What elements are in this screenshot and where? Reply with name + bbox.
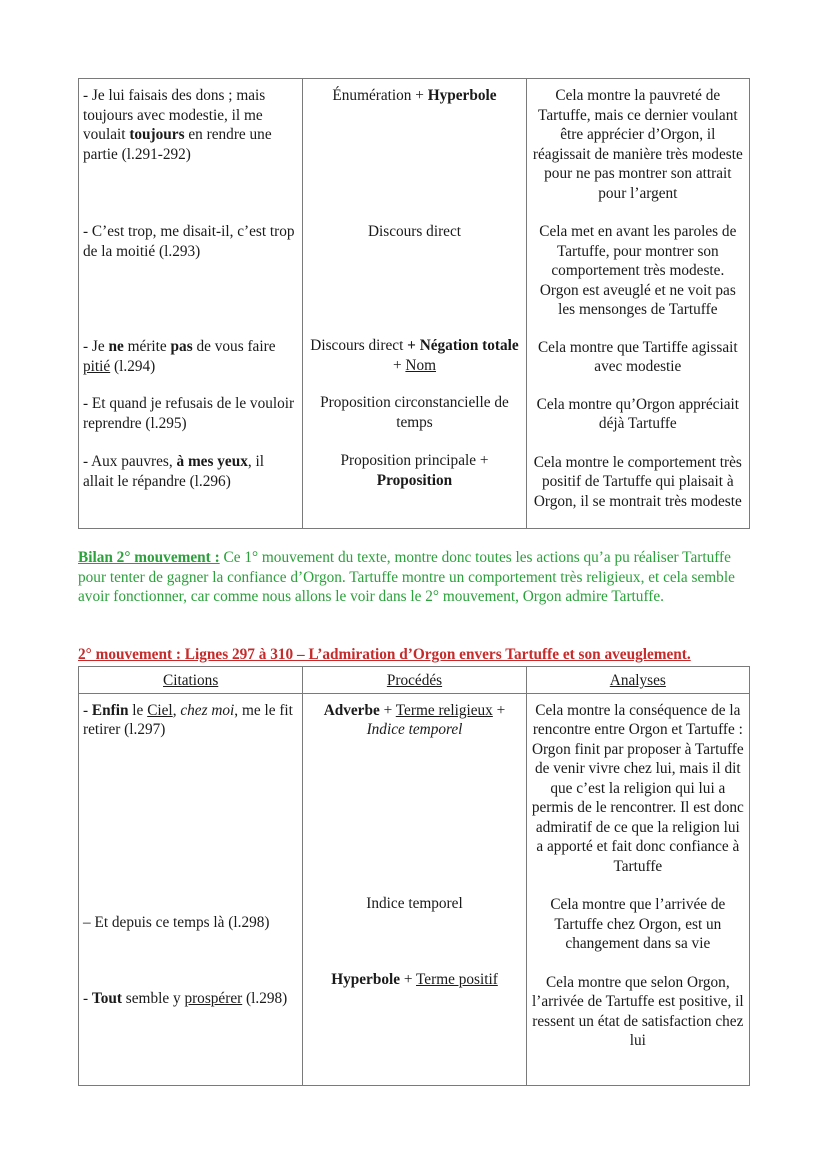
analyse-text: Cela montre que l’arrivée de Tartuffe chez Orgon, est un changement dans sa vie [550,896,726,952]
procede-text: Discours direct + Négation totale + Nom [310,337,519,374]
section-heading: 2° mouvement : Lignes 297 à 310 – L’admiration d’Orgon envers Tartuffe et son aveuglement. [78,646,691,663]
procede-text: Proposition principale + Proposition [340,452,489,489]
citation-text: - Je ne mérite pas de vous faire pitié (l.294) [83,338,276,375]
citation-text: - Je lui faisais des dons ; mais toujours avec modestie, il me voulait toujours en rendre une partie (l.291-292) [83,87,272,163]
citation-text: - Tout semble y prospérer (l.298) [83,990,288,1007]
citation-text: – Et depuis ce temps là (l.298) [83,913,270,931]
column-header: Analyses [526,667,749,694]
table-row [79,79,750,529]
procede-text: Indice temporel [366,894,463,912]
analysis-table-1 [78,78,750,529]
bilan-paragraph [78,548,750,607]
procede-text: Adverbe + Terme religieux + Indice temporel [323,701,506,738]
column-header: Citations [79,667,303,694]
analyse-text: Cela montre la pauvreté de Tartuffe, mais ce dernier voulant être apprécier d’Orgon, il réagissait de manière très modeste pour ne pas montrer son attrait pour l’argent [532,87,743,202]
citations-cell [79,693,303,1085]
citations-cell [79,79,303,529]
analyse-text: Cela montre que Tartiffe agissait avec modestie [537,338,738,375]
column-header: Procédés [303,667,526,694]
bilan-label: Bilan 2° mouvement : [78,549,220,566]
citation-text: - C’est trop, me disait-il, c’est trop de la moitié (l.293) [83,223,295,260]
citation-text: - Enfin le Ciel, chez moi, me le fit retirer (l.297) [83,701,293,738]
bilan-text: Ce 1° mouvement du texte, montre donc toutes les actions qu’a pu réaliser Tartuffe pour tenter de gagner la confiance d’Orgon. Tartuffe montre un comportement très religieux, et cela semble avoir fonctionner, car comme nous allons le voir dans le 2° mouvement, Orgon admire Tartuffe. [78,549,735,605]
analyse-text: Cela montre la conséquence de la rencontre entre Orgon et Tartuffe : Orgon finit par proposer à Tartuffe de venir vivre chez lui, mais il dit que c’est la religion qui lui a permis de le rencontrer. Il est donc admiratif de ce que la religion lui a apporté et fait donc confiance à Tartuffe [531,701,744,875]
analyse-text: Cela montre le comportement très positif de Tartuffe qui plaisait à Orgon, il se montrait très modeste [533,453,742,510]
analysis-table-2 [78,666,750,1086]
procede-text: Hyperbole + Terme positif [331,971,498,988]
citation-text: - Et quand je refusais de le vouloir reprendre (l.295) [83,395,295,432]
procede-text: Proposition circonstancielle de temps [320,394,509,431]
analyse-text: Cela met en avant les paroles de Tartuffe, pour montrer son comportement très modeste. Orgon est aveuglé et ne voit pas les mensonges de Tartuffe [539,223,737,318]
analyses-cell [526,693,749,1085]
procede-text: Énumération + Hyperbole [332,87,497,104]
analyse-text: Cela montre que selon Orgon, l’arrivée de Tartuffe est positive, il ressent un état de satisfaction chez lui [532,973,744,1049]
procede-text: Discours direct [367,222,461,240]
table-header-row [79,667,750,694]
citation-text: - Aux pauvres, à mes yeux, il allait le répandre (l.296) [83,453,265,490]
procedes-cell [303,693,526,1085]
table-row [79,693,750,1085]
procedes-cell [303,79,526,529]
analyse-text: Cela montre qu’Orgon appréciait déjà Tartuffe [536,395,739,432]
analyses-cell [526,79,749,529]
